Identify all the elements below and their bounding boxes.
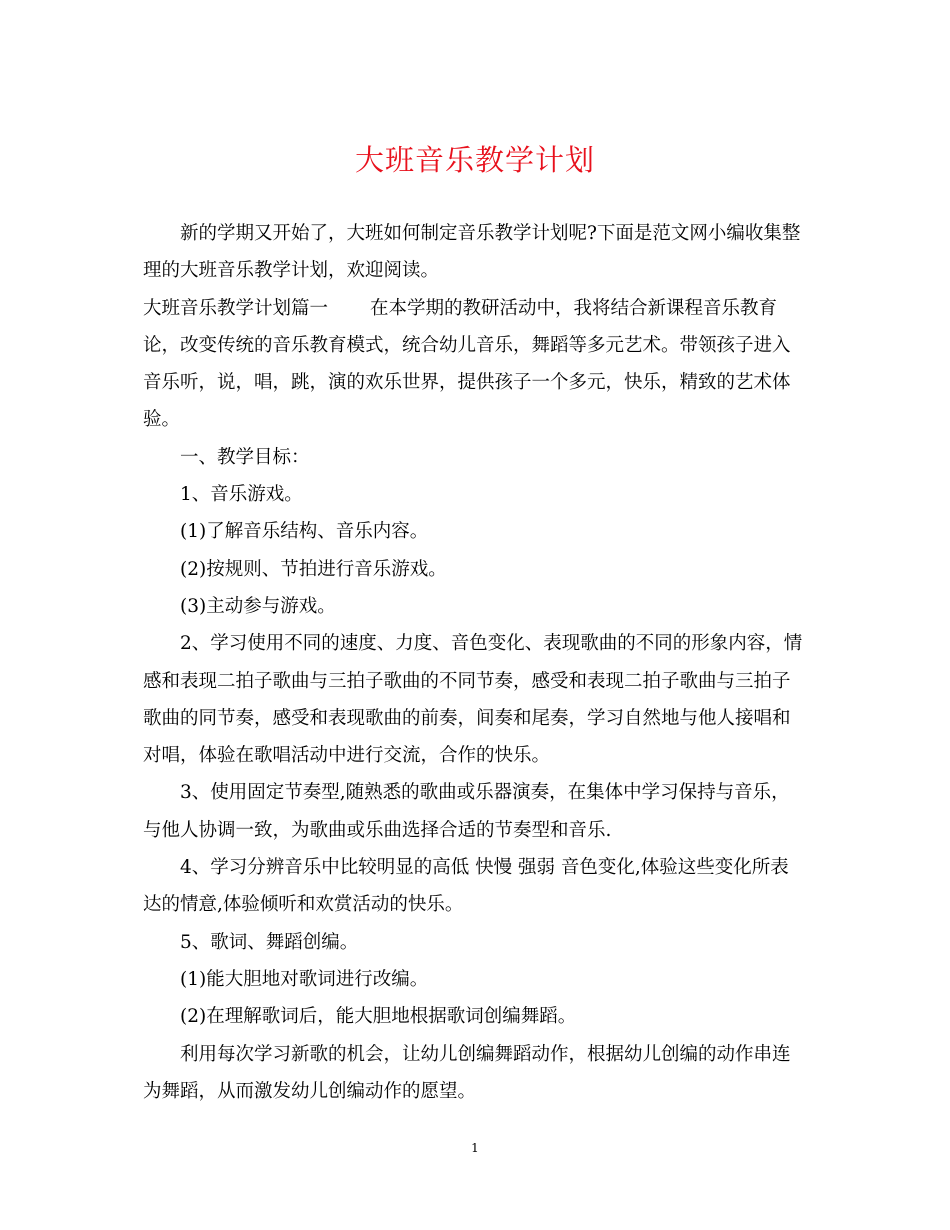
paragraph-objective-4: 4、学习分辨音乐中比较明显的高低 快慢 强弱 音色变化,体验这些变化所表达的情意,体验倾听和欢赏活动的快乐。 [143,857,789,916]
paragraph-sub-item: (1)了解音乐结构、音乐内容。 [180,521,429,543]
paragraph-music-games: 1、音乐游戏。 [180,484,303,506]
page-number: 1 [471,1141,479,1155]
document-title: 大班音乐教学计划 [354,143,595,177]
paragraph-objective-5: 5、歌词、舞蹈创编。 [180,931,359,953]
intro-paragraph: 新的学期又开始了，大班如何制定音乐教学计划呢?下面是范文网小编收集整理的大班音乐教学计划，欢迎阅读。 [143,223,801,282]
section-paragraph [143,290,803,439]
section-text: 在本学期的教研活动中，我将结合新课程音乐教育论，改变传统的音乐教育模式，统合幼儿音乐，舞蹈等多元艺术。带领孩子进入音乐听，说，唱，跳，演的欢乐世界，提供孩子一个多元，快乐，精致的艺术体验。 [143,297,791,431]
paragraph-objective-3: 3、使用固定节奏型,随熟悉的歌曲或乐器演奏，在集体中学习保持与音乐，与他人协调一致，为歌曲或乐曲选择合适的节奏型和音乐. [143,782,790,841]
document-body [143,215,803,1110]
paragraph-sub-item: (2)在理解歌词后，能大胆地根据歌词创编舞蹈。 [180,1006,577,1028]
paragraph-sub-item: (2)按规则、节拍进行音乐游戏。 [180,558,447,580]
paragraph-objectives-heading: 一、教学目标： [180,446,310,468]
paragraph-sub-item: (1)能大胆地对歌词进行改编。 [180,968,429,990]
paragraph-closing: 利用每次学习新歌的机会，让幼儿创编舞蹈动作，根据幼儿创编的动作串连为舞蹈，从而激发幼儿创编动作的愿望。 [143,1043,791,1102]
paragraph-sub-item: (3)主动参与游戏。 [180,595,336,617]
paragraph-objective-2: 2、学习使用不同的速度、力度、音色变化、表现歌曲的不同的形象内容，情感和表现二拍子歌曲与三拍子歌曲的不同节奏，感受和表现二拍子歌曲与三拍子歌曲的同节奏，感受和表现歌曲的前奏，间奏和尾奏，学习自然地与他人接唱和对唱，体验在歌唱活动中进行交流，合作的快乐。 [143,633,803,767]
section-heading: 大班音乐教学计划篇一 [143,297,329,319]
